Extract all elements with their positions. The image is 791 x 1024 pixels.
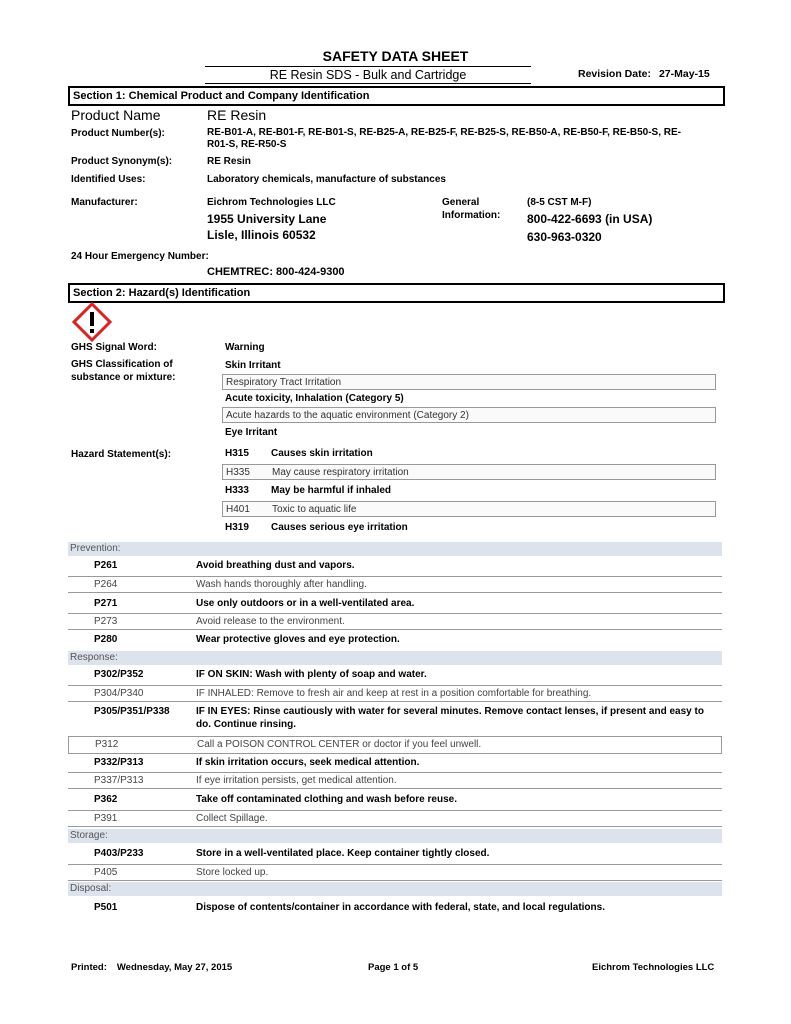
hazard-text: May be harmful if inhaled [271,485,392,496]
storage-category: Storage: [68,829,722,843]
classification-label-2: substance or mixture: [71,372,176,383]
signal-word-label: GHS Signal Word: [71,342,157,353]
precaution-text: IF INHALED: Remove to fresh air and keep at rest in a position comfortable for breathing. [196,688,592,699]
precaution-row [68,558,722,574]
precaution-row [68,772,722,789]
precaution-text: Store locked up. [196,867,269,878]
synonym-value: RE Resin [207,156,251,167]
manufacturer-label: Manufacturer: [71,197,138,208]
hazard-row [222,501,716,517]
revision-date [578,68,710,80]
precaution-text: IF IN EYES: Rinse cautiously with water for several minutes. Remove contact lenses, if present and easy to do. Continue rinsing. [196,706,704,730]
general-info-label-2: Information: [442,210,501,221]
hazard-text: Toxic to aquatic life [272,504,357,515]
classification-label-1: GHS Classification of [71,359,173,370]
hazard-text: Causes skin irritation [271,448,373,459]
hazard-code: H315 [225,448,249,459]
precaution-text: If eye irritation persists, get medical attention. [196,775,397,786]
hazard-row [222,483,716,499]
emergency-label: 24 Hour Emergency Number: [71,251,209,262]
precaution-text: Wear protective gloves and eye protection. [196,634,400,645]
precaution-code: P332/P313 [94,757,144,768]
precaution-row [68,685,722,702]
precaution-code: P302/P352 [94,669,144,680]
classification-item: Acute hazards to the aquatic environment (Category 2) [222,407,716,423]
precaution-code: P362 [94,794,118,805]
exclamation-mark-icon [72,302,112,342]
general-info-label-1: General [442,197,480,208]
product-number-label: Product Number(s): [71,128,165,139]
precaution-row [68,900,722,916]
precaution-code: P305/P351/P338 [94,706,170,717]
precaution-code: P261 [94,560,118,571]
precaution-row [68,704,722,734]
hazard-code: H401 [226,504,250,515]
printed-date [71,962,232,973]
signal-word-value: Warning [225,342,265,353]
precaution-text: Collect Spillage. [196,813,268,824]
product-name-label: Product Name [71,107,161,123]
precaution-row [68,596,722,612]
precaution-text: Store in a well-ventilated place. Keep container tightly closed. [196,848,490,859]
hazard-row [222,520,716,536]
response-category: Response: [68,651,722,665]
synonym-label: Product Synonym(s): [71,156,173,167]
manufacturer-street: 1955 University Lane [207,212,327,226]
precaution-row [68,755,722,771]
precaution-text: Take off contaminated clothing and wash before reuse. [196,794,457,805]
precaution-row [68,810,722,827]
revision-value: 27-May-15 [658,68,710,80]
precaution-row [68,667,722,683]
phone-intl: 630-963-0320 [527,230,602,244]
emergency-number: CHEMTREC: 800-424-9300 [207,266,345,278]
section2-heading: Section 2: Hazard(s) Identification [68,283,725,303]
precaution-text: IF ON SKIN: Wash with plenty of soap and water. [196,669,427,680]
precaution-row [68,864,722,881]
precaution-code: P391 [94,813,118,824]
classification-item: Respiratory Tract Irritation [222,374,716,390]
section1-heading: Section 1: Chemical Product and Company Identification [68,86,725,106]
hazard-text: May cause respiratory irritation [272,467,409,478]
uses-label: Identified Uses: [71,174,146,185]
precaution-code: P403/P233 [94,848,144,859]
precaution-code: P280 [94,634,118,645]
page-number: Page 1 of 5 [368,962,419,973]
printed-value: Wednesday, May 27, 2015 [116,962,233,973]
hazard-row [222,464,716,480]
precaution-text: Wash hands thoroughly after handling. [196,579,367,590]
product-number-value: RE-B01-A, RE-B01-F, RE-B01-S, RE-B25-A, RE-B25-F, RE-B25-S, RE-B50-A, RE-B50-F, RE-B50-S, RE-R01-S, RE-R50-S [207,127,681,150]
document-subtitle: RE Resin SDS - Bulk and Cartridge [205,66,531,84]
hours-value: (8-5 CST M-F) [527,197,592,208]
hazard-code: H319 [225,522,249,533]
footer-company: Eichrom Technologies LLC [592,962,715,973]
hazard-statement-label: Hazard Statement(s): [71,449,172,460]
classification-item: Eye Irritant [225,427,278,438]
revision-label: Revision Date: [578,68,651,80]
phone-usa: 800-422-6693 (in USA) [527,212,653,226]
precaution-text: Avoid release to the environment. [196,616,345,627]
precaution-code: P312 [95,739,119,750]
manufacturer-name: Eichrom Technologies LLC [207,197,336,208]
precaution-row [68,632,722,648]
prevention-category: Prevention: [68,542,722,556]
precaution-text: Dispose of contents/container in accordance with federal, state, and local regulations. [196,902,605,913]
hazard-code: H333 [225,485,249,496]
manufacturer-city: Lisle, Illinois 60532 [207,228,316,242]
precaution-row [68,736,722,754]
precaution-code: P273 [94,616,118,627]
precaution-row [68,846,722,862]
hazard-text: Causes serious eye irritation [271,522,408,533]
disposal-category: Disposal: [68,882,722,896]
uses-value: Laboratory chemicals, manufacture of substances [207,174,446,185]
precaution-code: P405 [94,867,118,878]
hazard-code: H335 [226,467,250,478]
precaution-row [68,576,722,593]
classification-item: Acute toxicity, Inhalation (Category 5) [225,393,404,404]
classification-item: Skin Irritant [225,360,281,371]
document-title: SAFETY DATA SHEET [322,48,469,64]
product-name-value: RE Resin [207,107,267,123]
precaution-text: Use only outdoors or in a well-ventilated area. [196,598,415,609]
precaution-row [68,613,722,630]
precaution-text: If skin irritation occurs, seek medical attention. [196,757,420,768]
precaution-text: Avoid breathing dust and vapors. [196,560,355,571]
hazard-row [222,446,716,462]
precaution-text: Call a POISON CONTROL CENTER or doctor if you feel unwell. [197,739,482,750]
precaution-code: P337/P313 [94,775,144,786]
precaution-code: P501 [94,902,118,913]
precaution-code: P304/P340 [94,688,144,699]
printed-label: Printed: [71,962,107,973]
precaution-row [68,792,722,808]
precaution-code: P271 [94,598,118,609]
precaution-code: P264 [94,579,118,590]
